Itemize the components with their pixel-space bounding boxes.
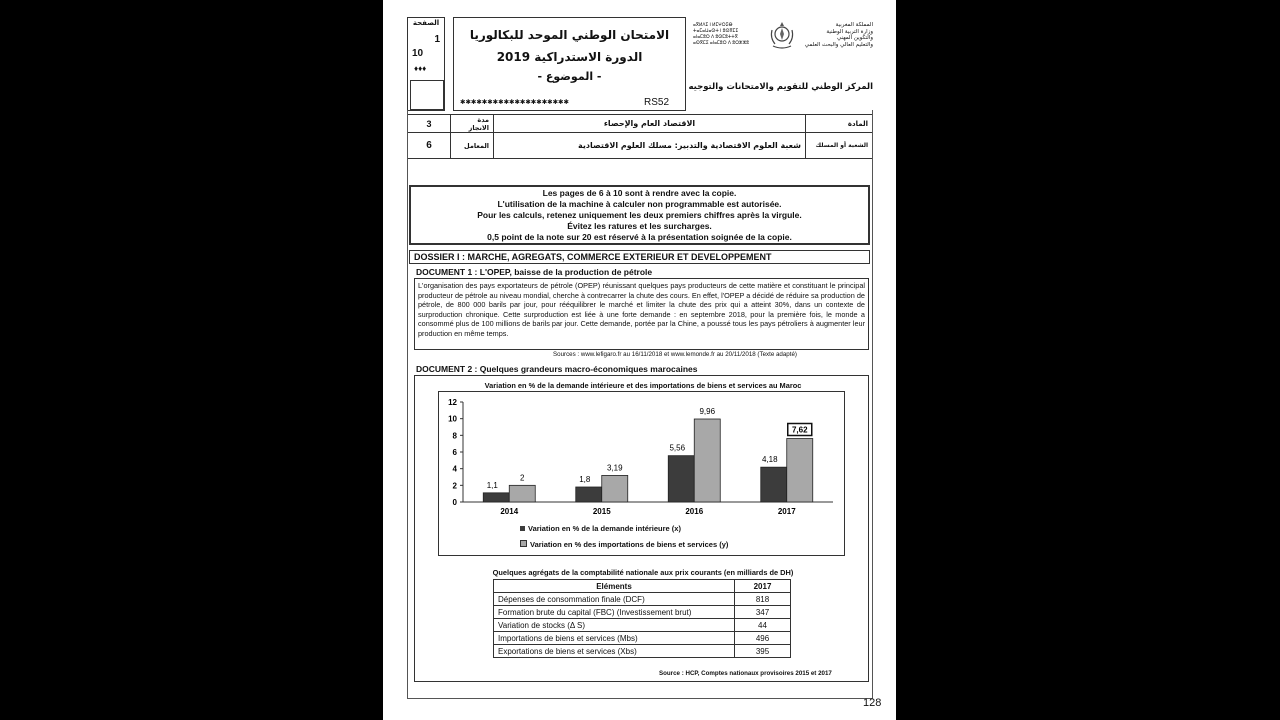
table-row (494, 593, 791, 606)
legend-x-swatch (520, 526, 525, 531)
data-label: 7,62 (791, 425, 808, 435)
doc1-source: Sources : www.lefigaro.fr au 16/11/2018 et www.lemonde.fr au 20/11/2018 (Texte adapté) (553, 351, 797, 358)
data-label: 4,18 (761, 455, 778, 465)
y-tick-label: 2 (452, 481, 457, 491)
page-blank-square (410, 80, 444, 110)
table-row (494, 645, 791, 658)
exam-title-box (453, 17, 686, 111)
row-value: 347 (735, 606, 791, 619)
page-number: 1 (434, 34, 440, 45)
chart-bar (761, 467, 787, 502)
chart-bar (787, 439, 813, 503)
legend-y-swatch (520, 540, 527, 547)
table-row (494, 619, 791, 632)
x-tick-label: 2016 (685, 507, 704, 516)
data-label: 3,19 (606, 463, 623, 473)
page-label: الصفحة (412, 19, 440, 27)
table-header-year: 2017 (735, 580, 791, 593)
duration-value: 3 (408, 115, 451, 133)
y-tick-label: 0 (452, 498, 457, 507)
branch-value: شعبة العلوم الاقتصادية والتدبير: مسلك العلوم الاقتصادية (494, 133, 806, 159)
chart-svg (441, 394, 841, 534)
data-label: 1,1 (486, 480, 498, 490)
footer-page-number: 128 (863, 697, 882, 709)
row-value: 818 (735, 593, 791, 606)
legend-x (520, 524, 681, 533)
row-label: Dépenses de consommation finale (DCF) (494, 593, 735, 606)
chart-bar (602, 475, 628, 502)
table-source: Source : HCP, Comptes nationaux provisoires 2015 et 2017 (659, 670, 832, 677)
y-tick-label: 6 (452, 448, 457, 457)
branch-label: الشعبة أو المسلك (806, 133, 873, 159)
exam-title: الامتحان الوطني الموحد للبكالوريا (469, 28, 670, 42)
x-tick-label: 2015 (592, 507, 611, 516)
exam-subject-label: - الموضوع - (537, 70, 602, 83)
doc1-text: L'organisation des pays exportateurs de pétrole (OPEP) réunissant quelques pays producteurs de cette matière et constituant le principal producteur de pétrole au niveau mondial, cherche à contrecarrer la chute des cours. En effet, l'OPEP a décidé de réduire sa production de pétrole, de 800 000 barils par jour, pour rééquilibrer le marché et limiter la chute des prix qui a atteint 30%, dans un contexte de surproduction chronique. Cette surproduction est liée à une forte demande : en septembre 2018, pour la première fois, le monde a consommé plus de 100 millions de barils par jour. Cette demande, portée par la Chine, a poussé tous les pays pétroliers à augmenter leur production en même temps. (418, 281, 865, 338)
subject-label: المادة (806, 115, 873, 133)
data-label: 2 (520, 473, 525, 483)
data-label: 5,56 (669, 443, 686, 453)
row-label: Formation brute du capital (FBC) (Investissement brut) (494, 606, 735, 619)
x-tick-label: 2014 (500, 507, 519, 516)
coef-value: 6 (408, 133, 451, 159)
doc1-title: DOCUMENT 1 : L'OPEP, baisse de la production de pétrole (416, 267, 653, 277)
row-label: Exportations de biens et services (Xbs) (494, 645, 735, 658)
page-total: 10 (412, 48, 424, 59)
instruction-4: Évitez les ratures et les surcharges. (567, 221, 712, 231)
chart-bar (483, 493, 509, 502)
exam-page (383, 0, 896, 720)
row-value: 496 (735, 632, 791, 645)
dossier-title: DOSSIER I : MARCHE, AGREGATS, COMMERCE EXTERIEUR ET DEVELOPPEMENT (409, 250, 870, 264)
instruction-3: Pour les calculs, retenez uniquement les deux premiers chiffres après la virgule. (477, 210, 802, 220)
y-tick-label: 8 (452, 431, 457, 441)
instruction-2: L'utilisation de la machine à calculer non programmable est autorisée. (497, 199, 782, 209)
doc1-box (414, 278, 869, 350)
instruction-5: 0,5 point de la note sur 20 est réservé à la présentation soignée de la copie. (487, 232, 792, 242)
row-label: Importations de biens et services (Mbs) (494, 632, 735, 645)
page-marks: ♦♦♦ (414, 64, 427, 73)
duration-label: مدة الانجاز (451, 115, 494, 133)
exam-code: RS52 (644, 97, 670, 108)
subject-value: الاقتصاد العام والإحصاء (494, 115, 806, 133)
chart-title: Variation en % de la demande intérieure et des importations de biens et services au Maroc (484, 381, 802, 390)
instruction-1: Les pages de 6 à 10 sont à rendre avec la copie. (542, 188, 737, 198)
info-table (407, 114, 873, 159)
x-tick-label: 2017 (777, 507, 796, 516)
instructions-box (409, 185, 870, 245)
y-tick-label: 4 (452, 464, 457, 474)
table-row (494, 632, 791, 645)
row-value: 395 (735, 645, 791, 658)
table-title: Quelques agrégats de la comptabilité nationale aux prix courants (en milliards de DH) (492, 568, 794, 577)
coef-label: المعامل (451, 133, 494, 159)
exam-session: الدورة الاستدراكية 2019 (496, 50, 643, 64)
y-tick-label: 10 (448, 414, 457, 424)
legend-y-label: Variation en % des importations de biens et services (y) (530, 540, 729, 549)
evaluation-center: المركز الوطني للتقويم والامتحانات والتوجيه (688, 82, 873, 92)
doc2-title: DOCUMENT 2 : Quelques grandeurs macro-économiques marocaines (416, 364, 698, 374)
ministry-name: المملكة المغربية وزارة التربية الوطنية والتكوين المهني والتعليم العالي والبحث العلمي (804, 22, 873, 48)
chart-bar (576, 487, 602, 502)
legend-y (520, 540, 728, 549)
table-row (494, 606, 791, 619)
chart-bar (509, 485, 535, 502)
legend-x-label: Variation en % de la demande intérieure (x) (528, 524, 681, 533)
morocco-emblem-icon (769, 20, 795, 52)
chart-bar (668, 456, 694, 502)
data-label: 9,96 (699, 407, 716, 416)
data-label: 1,8 (579, 475, 591, 484)
chart-bar (694, 419, 720, 502)
page-number-box (407, 17, 445, 111)
table-header-elements: Eléments (494, 580, 735, 593)
y-tick-label: 12 (448, 398, 457, 407)
row-label: Variation de stocks (Δ S) (494, 619, 735, 632)
aggregates-table (493, 579, 791, 658)
stars-row: ✱✱✱✱✱✱✱✱✱✱✱✱✱✱✱✱✱✱✱✱ (460, 99, 569, 106)
ministry-latin: ⴰⴳⵍⴷⵉ ⵏ ⵍⵎⵖⵔⵉⴱ ⵜⴰⵎⴰⵡⴰⵙⵜ ⵏ ⵓⵙⴳⵎⵉ ⴰⵏⴰⵎⵓⵔ ⴷ ⵓⵙⵎⵓⵜⵜⴳ ⴰⵙⴳⵎⵉ ⴰⵏⴰⵎⵓⵔ ⴷ ⵓⵔⵣⵣⵓ (693, 22, 750, 45)
row-value: 44 (735, 619, 791, 632)
